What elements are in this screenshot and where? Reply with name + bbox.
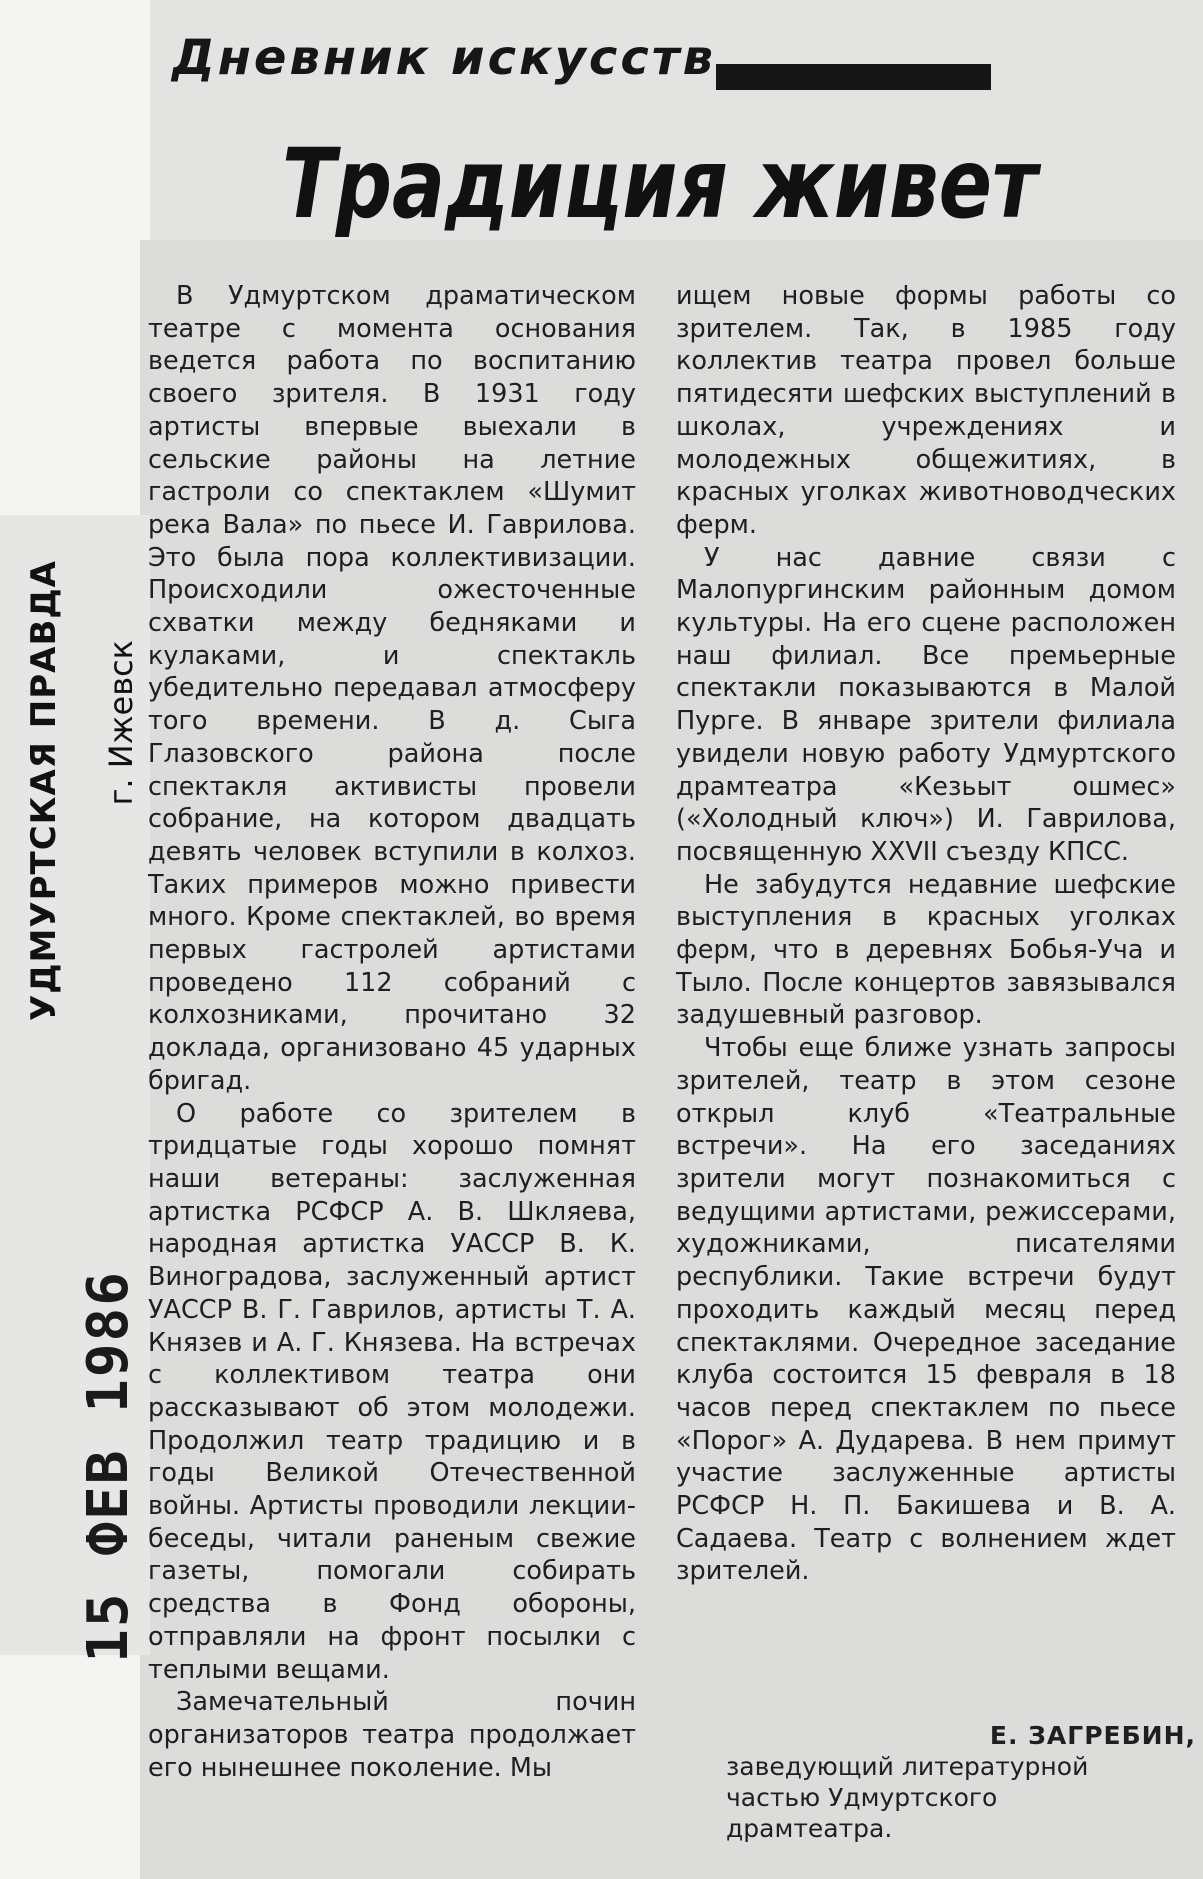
rubric-title: Дневник искусств [172,30,716,86]
headline: Традиция живет [282,128,1038,240]
author-name: Е. ЗАГРЕБИН, [989,1721,1196,1750]
newspaper-name: УДМУРТСКАЯ ПРАВДА [24,560,64,1021]
author-role-line: драмтеатра. [726,1814,893,1843]
paragraph: О работе со зрителем в тридцатые годы хорошо помнят наши ветераны: заслуженная артистка РСФСР А. В. Шкляева, народная артистка УАССР В. К. Виноградова, заслуженный артист УАССР В. Г. Гаврилов, артисты Т. А. Князев и А. Г. Князева. На встречах с коллективом театра они рассказывают об этом молодежи. Продолжил театр традицию и в годы Великой Отечественной войны. Артисты проводили лекции-беседы, читали раненым свежие газеты, помогали собирать средства в Фонд обороны, отправляли на фронт посылки с теплыми вещами. [148,1098,636,1685]
rubric-bar [716,64,991,90]
paragraph: Замечательный почин организаторов театра продолжает его нынешнее поколение. Мы [148,1687,636,1783]
paragraph: Не забудутся недавние шефские выступления в красных уголках ферм, что в деревнях Бобья-Уча и Тыло. После концертов завязывался задушевный разговор. [676,869,1176,1031]
article-column-1 [148,280,636,1784]
paragraph: ищем новые формы работы со зрителем. Так, в 1985 году коллектив театра провел больше пятидесяти шефских выступлений в школах, учреждениях и молодежных общежитиях, в красных уголках животноводческих ферм. [676,281,1176,540]
author-role [726,1751,1196,1844]
article-column-2 [676,280,1176,1588]
author-role-line: частью Удмуртского [726,1783,998,1812]
newspaper-city: г. Ижевск [102,640,140,806]
date-stamp: 15 ФЕВ 1986 [76,1270,141,1663]
author-role-line: заведующий литературной [726,1752,1089,1781]
paragraph: Чтобы еще ближе узнать запросы зрителей, театр в этом сезоне открыл клуб «Театральные встречи». На его заседаниях зрители могут познакомиться с ведущими артистами, режиссерами, художниками, писателями республики. Такие встречи будут проходить каждый месяц перед спектаклями. Очередное заседание клуба состоится 15 февраля в 18 часов перед спектаклем по пьесе «Порог» А. Дударева. В нем примут участие заслуженные артисты РСФСР Н. П. Бакишева и В. А. Садаева. Театр с волнением ждет зрителей. [676,1033,1176,1587]
author-signature [726,1720,1196,1844]
paragraph: В Удмуртском драматическом театре с момента основания ведется работа по воспитанию своего зрителя. В 1931 году артисты впервые выехали в сельские районы на летние гастроли со спектаклем «Шумит река Вала» по пьесе И. Гаврилова. Это была пора коллективизации. Происходили ожесточенные схватки между бедняками и кулаками, и спектакль убедительно передавал атмосферу того времени. В д. Сыга Глазовского района после спектакля активисты провели собрание, на котором двадцать девять человек вступили в колхоз. Таких примеров можно привести много. Кроме спектаклей, во время первых гастролей артистами проведено 112 собраний с колхозниками, прочитано 32 доклада, организовано 45 ударных бригад. [148,281,636,1096]
paragraph: У нас давние связи с Малопургинским районным домом культуры. На его сцене расположен наш филиал. Все премьерные спектакли показываются в Малой Пурге. В январе зрители филиала увидели новую работу Удмуртского драмтеатра «Кезьыт ошмес» («Холодный ключ») И. Гаврилова, посвященную XXVII съезду КПСС. [676,542,1176,867]
